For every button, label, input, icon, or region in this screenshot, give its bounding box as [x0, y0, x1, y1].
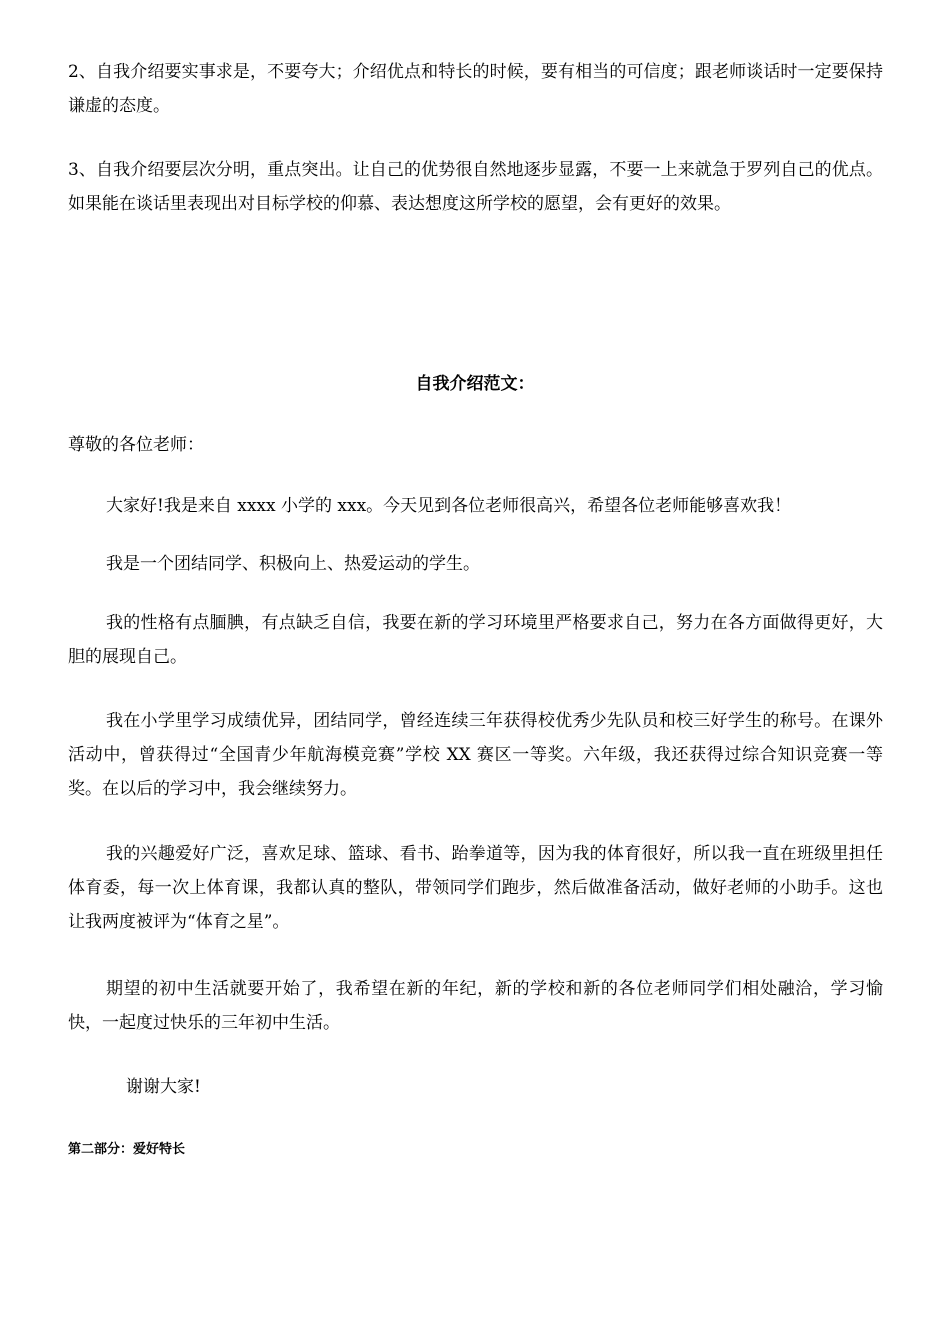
sample-paragraph-4: 我在小学里学习成绩优异，团结同学，曾经连续三年获得校优秀少先队员和校三好学生的称号。在课外活动中，曾获得过“全国青少年航海模竞赛”学校 XX 赛区一等奖。六年级，我还获得过综合知识竞赛一等奖。在以后的学习中，我会继续努力。	[68, 711, 883, 799]
sample-greeting: 尊敬的各位老师：	[68, 435, 204, 455]
sample-closing: 谢谢大家!	[126, 1077, 201, 1097]
tip-item-2: 2、自我介绍要实事求是，不要夸大；介绍优点和特长的时候，要有相当的可信度；跟老师谈话时一定要保持谦虚的态度。	[68, 62, 883, 116]
sample-paragraph-6: 期望的初中生活就要开始了，我希望在新的年纪，新的学校和新的各位老师同学们相处融洽，学习愉快，一起度过快乐的三年初中生活。	[68, 979, 883, 1033]
tip-item-3: 3、自我介绍要层次分明，重点突出。让自己的优势很自然地逐步显露，不要一上来就急于罗列自己的优点。如果能在谈话里表现出对目标学校的仰慕、表达想度这所学校的愿望，会有更好的效果。	[68, 160, 883, 214]
sample-paragraph-2: 我是一个团结同学、积极向上、热爱运动的学生。	[106, 554, 480, 574]
sample-paragraph-1: 大家好!我是来自 xxxx 小学的 xxx。今天见到各位老师很高兴，希望各位老师能够喜欢我！	[106, 496, 792, 516]
next-section-heading: 第二部分：爱好特长	[68, 1142, 186, 1157]
sample-paragraph-5: 我的兴趣爱好广泛，喜欢足球、篮球、看书、跆拳道等，因为我的体育很好，所以我一直在班级里担任体育委，每一次上体育课，我都认真的整队，带领同学们跑步，然后做准备活动，做好老师的小助手。这也让我两度被评为“体育之星”。	[68, 844, 883, 932]
sample-paragraph-3: 我的性格有点腼腆，有点缺乏自信，我要在新的学习环境里严格要求自己，努力在各方面做得更好，大胆的展现自己。	[68, 613, 883, 667]
sample-title: 自我介绍范文：	[415, 374, 535, 394]
